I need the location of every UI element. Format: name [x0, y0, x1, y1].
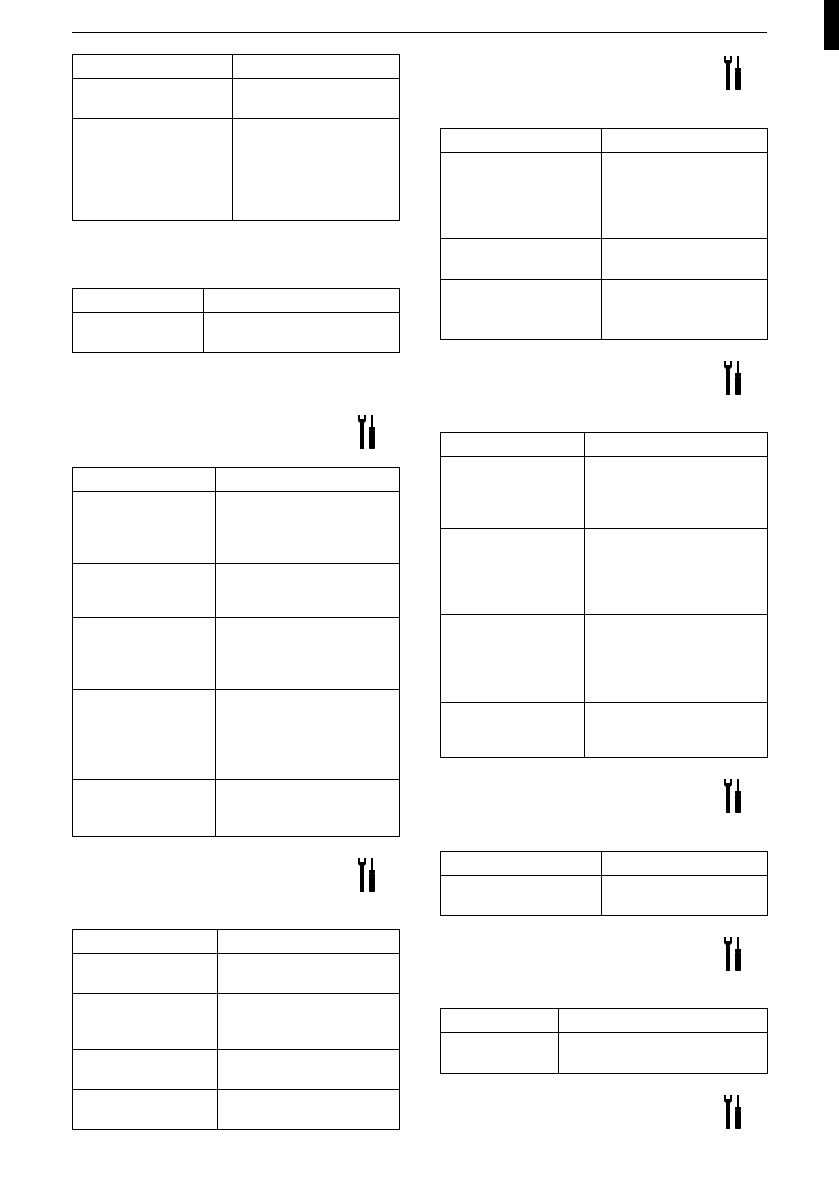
- table-row: [441, 239, 768, 280]
- table-6: [440, 432, 768, 758]
- table-4: [72, 929, 400, 1130]
- tools-icon: [722, 360, 742, 396]
- table-row: [73, 564, 400, 618]
- tools-icon: [722, 55, 742, 91]
- tools-icon: [356, 857, 376, 893]
- table-2: [72, 288, 400, 353]
- table-header-row: [441, 852, 768, 876]
- table-header-row: [441, 1009, 768, 1033]
- table-row: [441, 703, 768, 758]
- table-3: [72, 467, 400, 837]
- table-row: [73, 79, 400, 119]
- table-row: [441, 457, 768, 529]
- table-row: [73, 690, 400, 780]
- table-row: [441, 876, 768, 916]
- tools-icon: [722, 936, 742, 972]
- table-header-row: [73, 289, 400, 313]
- table-row: [441, 280, 768, 340]
- tools-icon: [722, 778, 742, 814]
- table-header-row: [73, 55, 400, 79]
- table-header-row: [441, 129, 768, 153]
- table-row: [73, 119, 400, 221]
- table-row: [73, 780, 400, 837]
- edge-thumb-tab: [824, 0, 839, 50]
- table-row: [73, 1090, 400, 1130]
- table-row: [73, 313, 400, 353]
- table-row: [73, 954, 400, 994]
- table-header-row: [73, 468, 400, 492]
- table-header-row: [441, 433, 768, 457]
- table-row: [441, 153, 768, 239]
- table-row: [441, 615, 768, 703]
- table-header-row: [73, 930, 400, 954]
- table-1: [72, 54, 400, 221]
- page-header-rule: [72, 32, 767, 33]
- table-row: [73, 994, 400, 1050]
- table-7: [440, 851, 768, 916]
- table-row: [441, 529, 768, 615]
- table-row: [73, 492, 400, 564]
- table-row: [441, 1033, 768, 1074]
- table-row: [73, 618, 400, 690]
- table-5: [440, 128, 768, 340]
- tools-icon: [356, 414, 376, 450]
- table-row: [73, 1050, 400, 1090]
- table-8: [440, 1008, 768, 1074]
- tools-icon: [722, 1094, 742, 1130]
